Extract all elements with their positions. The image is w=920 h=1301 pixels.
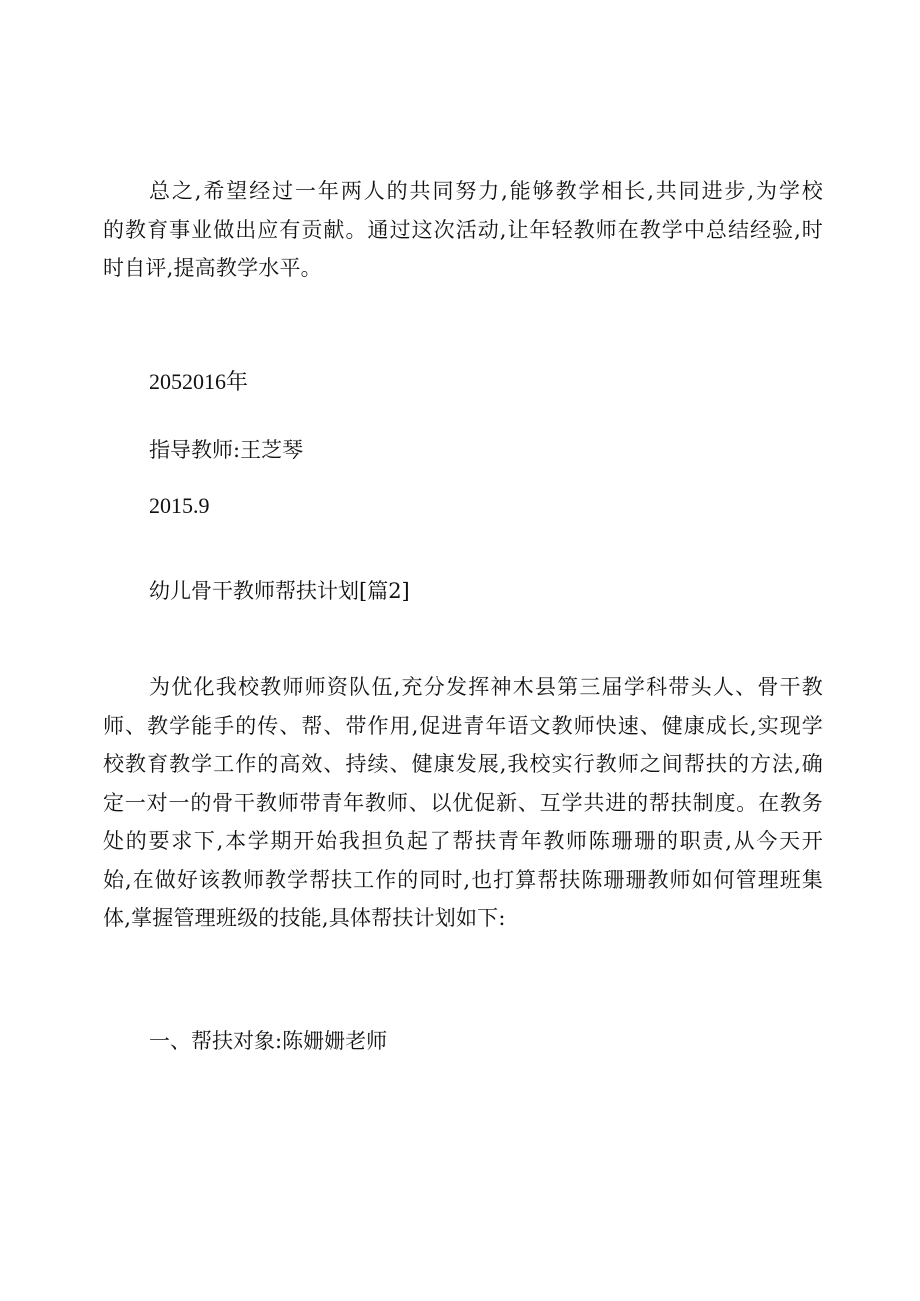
advisor-line: 指导教师:王芝琴 — [149, 438, 304, 462]
plan-paragraph-line-5: 处的要求下,本学期开始我担负起了帮扶青年教师陈珊珊的职责,从今天开 — [103, 829, 823, 853]
date-line: 2015.9 — [149, 493, 210, 518]
plan-paragraph-line-2: 师、教学能手的传、帮、带作用,促进青年语文教师快速、健康成长,实现学 — [103, 713, 823, 738]
plan-paragraph-line-1: 为优化我校教师师资队伍,充分发挥神木县第三届学科带头人、骨干教 — [149, 675, 823, 699]
closing-paragraph-line-1: 总之,希望经过一年两人的共同努力,能够教学相长,共同进步,为学校 — [149, 179, 823, 203]
closing-paragraph-line-2: 的教育事业做出应有贡献。通过这次活动,让年轻教师在教学中总结经验,时 — [103, 217, 823, 242]
item-heading-1: 一、帮扶对象:陈姗姗老师 — [149, 1029, 388, 1053]
year-line: 2052016年 — [149, 369, 249, 394]
plan-paragraph-line-4: 定一对一的骨干教师带青年教师、以优促新、互学共进的帮扶制度。在教务 — [103, 790, 823, 815]
closing-paragraph-line-3: 时自评,提高教学水平。 — [103, 256, 322, 280]
plan-paragraph-line-7: 体,掌握管理班级的技能,具体帮扶计划如下: — [103, 906, 506, 930]
plan-paragraph — [103, 668, 823, 938]
section-heading: 幼儿骨干教师帮扶计划[篇2] — [149, 579, 410, 603]
closing-paragraph — [103, 172, 823, 288]
plan-paragraph-line-6: 始,在做好该教师教学帮扶工作的同时,也打算帮扶陈珊珊教师如何管理班集 — [103, 867, 823, 892]
plan-paragraph-line-3: 校教育教学工作的高效、持续、健康发展,我校实行教师之间帮扶的方法,确 — [103, 752, 823, 776]
